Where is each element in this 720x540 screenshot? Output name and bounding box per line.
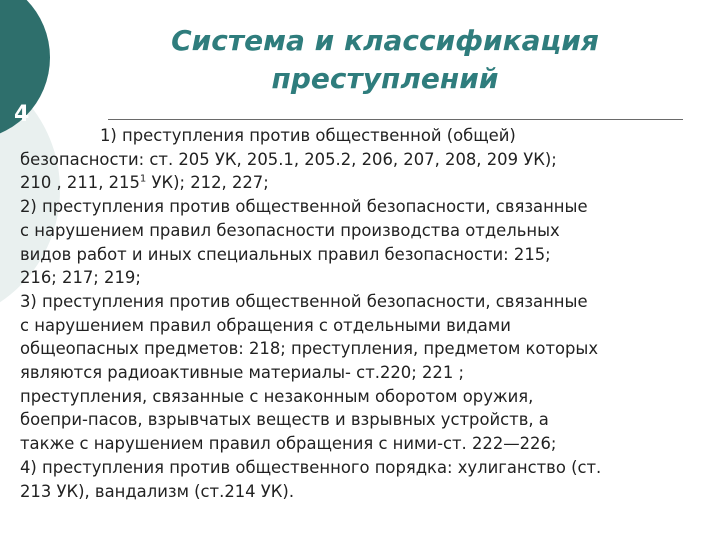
- body-line: 4) преступления против общественного порядка: хулиганство (ст.: [20, 457, 602, 477]
- body-line: [20, 171, 716, 195]
- slide-title-line-1: Система и классификация: [171, 24, 599, 57]
- slide-number: 4: [14, 102, 30, 127]
- slide-title: [105, 22, 665, 98]
- body-line: 1) преступления против общественной (общей): [100, 126, 516, 145]
- superscript-index: 1: [139, 173, 147, 185]
- title-divider: [108, 119, 683, 120]
- body-line: безопасности: ст. 205 УК, 205.1, 205.2, 206, 207, 208, 209 УК);: [20, 149, 557, 169]
- body-line: также с нарушением правил обращения с ними-ст. 222—226;: [20, 434, 557, 454]
- slide-title-line-2: преступлений: [271, 62, 499, 95]
- body-line: с нарушением правил обращения с отдельными видами: [20, 315, 511, 335]
- body-line: общеопасных предметов: 218; преступления, предметом которых: [20, 339, 599, 359]
- body-line: видов работ и иных специальных правил безопасности: 215;: [20, 244, 551, 264]
- body-line: 2) преступления против общественной безопасности, связанные: [20, 197, 588, 217]
- body-line: 216; 217; 219;: [20, 268, 141, 288]
- body-line: являются радиоактивные материалы- ст.220; 221 ;: [20, 363, 464, 383]
- body-line-text: 210 , 211, 215: [20, 173, 140, 193]
- body-line: преступления, связанные с незаконным оборотом оружия,: [20, 386, 534, 406]
- body-line: 213 УК), вандализм (ст.214 УК).: [20, 481, 295, 501]
- body-line: 3) преступления против общественной безопасности, связанные: [20, 291, 588, 311]
- body-line: боепри-пасов, взрывчатых веществ и взрывных устройств, а: [20, 410, 549, 430]
- body-line: с нарушением правил безопасности производства отдельных: [20, 220, 560, 240]
- body-line-text: УК); 212, 227;: [146, 173, 269, 193]
- slide-body: [20, 124, 716, 503]
